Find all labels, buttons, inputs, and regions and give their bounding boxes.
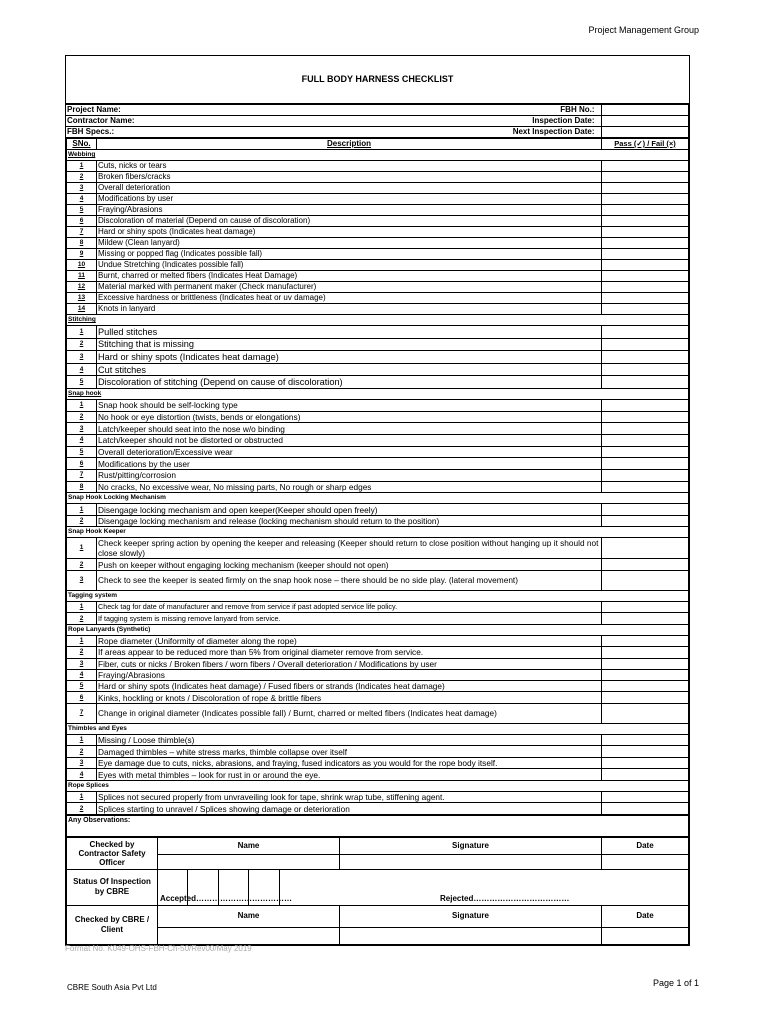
checklist-row [67,515,689,527]
checklist-row [67,538,689,559]
section-title: Snap Hook Keeper [67,527,689,538]
pass-fail-cell[interactable] [602,363,689,376]
checklist-row [67,601,689,613]
pass-fail-cell[interactable] [602,304,689,315]
checklist-row [67,570,689,590]
pass-fail-cell[interactable] [602,238,689,249]
row-number: 2 [67,172,97,183]
inspection-date-value[interactable] [601,116,689,127]
next-inspection-date-value[interactable] [601,127,689,138]
section-header-splices [67,780,689,791]
next-inspection-date-label: Next Inspection Date: [512,127,595,136]
cbre-date-field[interactable] [602,927,689,944]
status-by-cbre-label: Status Of Inspection by CBRE [67,869,158,905]
contractor-name-field[interactable] [158,854,340,869]
checklist-row [67,803,689,815]
description-header: Description [97,139,602,150]
checked-by-contractor-label: Checked by Contractor Safety Officer [67,837,158,869]
row-number: 5 [67,376,97,389]
row-number: 1 [67,326,97,339]
pass-fail-cell[interactable] [602,515,689,527]
contractor-date-header: Date [602,837,689,854]
row-number: 7 [67,703,97,723]
checklist-row [67,458,689,470]
section-header-locking [67,493,689,504]
row-number: 2 [67,411,97,423]
row-number: 1 [67,601,97,613]
row-number: 5 [67,446,97,458]
row-number: 2 [67,559,97,571]
row-description: Discoloration of material (Depend on cause of discoloration) [97,216,602,227]
checklist-row [67,351,689,364]
section-title: Tagging system [67,590,689,601]
form-title: FULL BODY HARNESS CHECKLIST [66,56,689,104]
row-description: Missing or popped flag (Indicates possible fall) [97,249,602,260]
row-description: Eyes with metal thimbles – look for rust in or around the eye. [97,769,602,781]
checklist-row [67,703,689,723]
pass-fail-cell[interactable] [602,227,689,238]
pass-fail-cell[interactable] [602,249,689,260]
row-description: Hard or shiny spots (Indicates heat damage) [97,227,602,238]
section-header-stitching [67,315,689,326]
row-description: Eye damage due to cuts, nicks, abrasions, and fraying, fused indicators as you would for the rope body itself. [97,757,602,769]
specs-info-row [66,127,601,138]
pass-fail-cell[interactable] [602,504,689,516]
pass-fail-cell[interactable] [602,538,689,559]
section-header-snap-hook [67,388,689,399]
contractor-name-header: Name [158,837,340,854]
contractor-date-field[interactable] [602,854,689,869]
checklist-row [67,399,689,411]
header-group-name: Project Management Group [588,25,699,35]
row-description: Latch/keeper should not be distorted or obstructed [97,435,602,447]
checklist-row [67,746,689,758]
page-number: Page 1 of 1 [652,978,699,988]
row-number: 4 [67,669,97,680]
checklist-row [67,282,689,293]
row-description: Overall deterioration [97,183,602,194]
checklist-row [67,304,689,315]
checklist-row [67,658,689,669]
status-by-cbre-field [158,869,689,905]
pass-fail-cell[interactable] [602,271,689,282]
row-description: Change in original diameter (Indicates possible fall) / Burnt, charred or melted fibers (Indicates heat damage) [97,703,602,723]
format-number: Format No. K049-OHS-FBH-Ch-50/Rev00/May 2019 [65,944,252,953]
row-number: 2 [67,746,97,758]
checklist-row [67,757,689,769]
row-number: 2 [67,515,97,527]
pass-fail-cell[interactable] [602,423,689,435]
row-number: 13 [67,293,97,304]
row-number: 6 [67,216,97,227]
checklist-row [67,681,689,692]
checklist-row [67,481,689,493]
row-description: Fraying/Abrasions [97,669,602,680]
contractor-signature-field[interactable] [340,854,602,869]
row-number: 4 [67,363,97,376]
pass-fail-header: Pass (✓) / Fail (×) [602,139,689,150]
checklist-row [67,260,689,271]
checklist-row [67,183,689,194]
row-number: 2 [67,338,97,351]
fbh-no-label: FBH No.: [560,105,595,114]
row-description: Snap hook should be self-locking type [97,399,602,411]
section-header-thimbles [67,723,689,734]
pass-fail-cell[interactable] [602,791,689,803]
row-description: Latch/keeper should seat into the nose w/o binding [97,423,602,435]
row-number: 3 [67,570,97,590]
row-description: Pulled stitches [97,326,602,339]
row-number: 9 [67,249,97,260]
row-description: No cracks, No excessive wear, No missing parts, No rough or sharp edges [97,481,602,493]
row-description: No hook or eye distortion (twists, bends or elongations) [97,411,602,423]
checklist-table [66,138,689,815]
pass-fail-cell[interactable] [602,734,689,746]
row-description: Mildew (Clean lanyard) [97,238,602,249]
row-number: 2 [67,803,97,815]
checklist-row [67,238,689,249]
checklist-row [67,635,689,646]
checklist-row [67,271,689,282]
checklist-row [67,423,689,435]
pass-fail-cell[interactable] [602,703,689,723]
row-number: 1 [67,161,97,172]
row-number: 3 [67,757,97,769]
cbre-signature-field[interactable] [340,927,602,944]
checked-by-cbre-label: Checked by CBRE / Client [67,905,158,944]
observations-field[interactable]: Any Observations: [67,815,689,836]
cbre-signature-header: Signature [340,905,602,927]
pass-fail-cell[interactable] [602,481,689,493]
row-number: 3 [67,183,97,194]
pass-fail-cell[interactable] [602,692,689,703]
row-description: Undue Stretching (Indicates possible fall) [97,260,602,271]
row-number: 4 [67,194,97,205]
pass-fail-cell[interactable] [602,446,689,458]
row-description: Fraying/Abrasions [97,205,602,216]
checklist-row [67,249,689,260]
checklist-row [67,194,689,205]
pass-fail-cell[interactable] [602,601,689,613]
checklist-row [67,411,689,423]
observations-table [66,815,689,837]
checklist-row [67,338,689,351]
pass-fail-cell[interactable] [602,803,689,815]
row-number: 12 [67,282,97,293]
row-number: 10 [67,260,97,271]
row-description: If tagging system is missing remove lanyard from service. [97,613,602,625]
row-number: 1 [67,538,97,559]
row-number: 7 [67,470,97,482]
pass-fail-cell[interactable] [602,746,689,758]
checklist-row [67,161,689,172]
row-number: 8 [67,238,97,249]
checklist-row [67,446,689,458]
cbre-date-header: Date [602,905,689,927]
project-info-row [66,105,601,116]
row-description: Rope diameter (Uniformity of diameter along the rope) [97,635,602,646]
company-name: CBRE South Asia Pvt Ltd [67,983,157,992]
row-number: 6 [67,692,97,703]
row-description: Stitching that is missing [97,338,602,351]
row-number: 1 [67,635,97,646]
accepted-option[interactable]: Accepted……………………………… [160,893,293,903]
row-description: If areas appear to be reduced more than 5% from original diameter remove from service. [97,647,602,658]
checklist-row [67,734,689,746]
checklist-form [65,55,690,946]
pass-fail-cell[interactable] [602,635,689,646]
row-number: 3 [67,658,97,669]
pass-fail-cell[interactable] [602,559,689,571]
checklist-row [67,669,689,680]
row-description: Hard or shiny spots (Indicates heat damage) [97,351,602,364]
pass-fail-cell[interactable] [602,282,689,293]
cbre-name-header: Name [158,905,340,927]
pass-fail-cell[interactable] [602,757,689,769]
checklist-row [67,227,689,238]
row-number: 5 [67,205,97,216]
row-number: 4 [67,435,97,447]
row-description: Cuts, nicks or tears [97,161,602,172]
checklist-row [67,435,689,447]
sno-header: SNo. [67,139,97,150]
pass-fail-cell[interactable] [602,338,689,351]
checklist-row [67,376,689,389]
checklist-row [67,791,689,803]
inspection-date-label: Inspection Date: [532,116,595,125]
section-title: Rope Splices [67,780,689,791]
pass-fail-cell[interactable] [602,658,689,669]
checklist-row [67,205,689,216]
row-description: Missing / Loose thimble(s) [97,734,602,746]
row-number: 4 [67,769,97,781]
row-number: 1 [67,791,97,803]
section-title: Webbing [67,150,689,161]
section-title: Rope Lanyards (Synthetic) [67,624,689,635]
checklist-row [67,216,689,227]
row-number: 5 [67,681,97,692]
row-number: 7 [67,227,97,238]
row-description: Overall deterioration/Excessive wear [97,446,602,458]
pass-fail-cell[interactable] [602,681,689,692]
row-description: Fiber, cuts or nicks / Broken fibers / worn fibers / Overall deterioration / Modifications by user [97,658,602,669]
row-description: Disengage locking mechanism and release (locking mechanism should return to the position) [97,515,602,527]
row-description: Check to see the keeper is seated firmly on the snap hook nose – there should be no side play. (lateral movement) [97,570,602,590]
pass-fail-cell[interactable] [602,205,689,216]
row-number: 8 [67,481,97,493]
pass-fail-cell[interactable] [602,769,689,781]
pass-fail-cell[interactable] [602,470,689,482]
pass-fail-cell[interactable] [602,351,689,364]
row-description: Excessive hardness or brittleness (Indicates heat or uv damage) [97,293,602,304]
section-header-webbing [67,150,689,161]
section-header-rope [67,624,689,635]
contractor-info-row [66,116,601,127]
row-description: Material marked with permanent maker (Check manufacturer) [97,282,602,293]
row-number: 3 [67,423,97,435]
rejected-option[interactable]: Rejected……………………………… [440,893,570,903]
checklist-row [67,504,689,516]
pass-fail-cell[interactable] [602,435,689,447]
row-description: Modifications by the user [97,458,602,470]
row-number: 3 [67,351,97,364]
pass-fail-cell[interactable] [602,260,689,271]
pass-fail-cell[interactable] [602,161,689,172]
checklist-row [67,647,689,658]
row-number: 2 [67,613,97,625]
row-number: 1 [67,734,97,746]
contractor-name-label: Contractor Name: [67,116,135,125]
section-title: Thimbles and Eyes [67,723,689,734]
project-info-table [66,104,689,138]
signoff-table [66,837,689,945]
checklist-row [67,692,689,703]
pass-fail-cell[interactable] [602,458,689,470]
row-description: Splices not secured properly from unvraveiling look for tape, shrink wrap tube, stiffening agent. [97,791,602,803]
row-description: Broken fibers/cracks [97,172,602,183]
fbh-specs-label: FBH Specs.: [67,127,115,136]
row-description: Hard or shiny spots (Indicates heat damage) / Fused fibers or strands (Indicates heat damage) [97,681,602,692]
row-number: 2 [67,647,97,658]
pass-fail-cell[interactable] [602,326,689,339]
row-description: Check keeper spring action by opening the keeper and releasing (Keeper should return to close position without hanging up it should not close slowly) [97,538,602,559]
row-number: 1 [67,504,97,516]
pass-fail-cell[interactable] [602,411,689,423]
pass-fail-cell[interactable] [602,570,689,590]
fbh-no-value[interactable] [601,105,689,116]
pass-fail-cell[interactable] [602,293,689,304]
row-number: 11 [67,271,97,282]
section-header-tagging [67,590,689,601]
row-description: Discoloration of stitching (Depend on cause of discoloration) [97,376,602,389]
row-description: Splices starting to unravel / Splices showing damage or deterioration [97,803,602,815]
pass-fail-cell[interactable] [602,376,689,389]
cbre-name-field[interactable] [158,927,340,944]
contractor-signature-header: Signature [340,837,602,854]
checklist-row [67,613,689,625]
pass-fail-cell[interactable] [602,183,689,194]
section-title: Snap hook [67,388,689,399]
row-description: Damaged thimbles – white stress marks, thimble collapse over itself [97,746,602,758]
pass-fail-cell[interactable] [602,647,689,658]
row-description: Rust/pitting/corrosion [97,470,602,482]
checklist-row [67,326,689,339]
row-description: Kinks, hockling or knots / Discoloration of rope & brittle fibers [97,692,602,703]
checklist-row [67,363,689,376]
row-description: Knots in lanyard [97,304,602,315]
pass-fail-cell[interactable] [602,399,689,411]
section-title: Snap Hook Locking Mechanism [67,493,689,504]
pass-fail-cell[interactable] [602,613,689,625]
project-name-label: Project Name: [67,105,121,114]
row-description: Push on keeper without engaging locking mechanism (keeper should not open) [97,559,602,571]
row-description: Burnt, charred or melted fibers (Indicates Heat Damage) [97,271,602,282]
row-number: 1 [67,399,97,411]
checklist-row [67,293,689,304]
checklist-row [67,769,689,781]
checklist-row [67,172,689,183]
row-description: Check tag for date of manufacturer and remove from service if past adopted service life policy. [97,601,602,613]
row-number: 6 [67,458,97,470]
pass-fail-cell[interactable] [602,194,689,205]
section-header-keeper [67,527,689,538]
row-number: 14 [67,304,97,315]
checklist-row [67,470,689,482]
section-title: Stitching [67,315,689,326]
pass-fail-cell[interactable] [602,172,689,183]
row-description: Modifications by user [97,194,602,205]
pass-fail-cell[interactable] [602,669,689,680]
row-description: Disengage locking mechanism and open keeper(Keeper should open freely) [97,504,602,516]
pass-fail-cell[interactable] [602,216,689,227]
row-description: Cut stitches [97,363,602,376]
checklist-row [67,559,689,571]
